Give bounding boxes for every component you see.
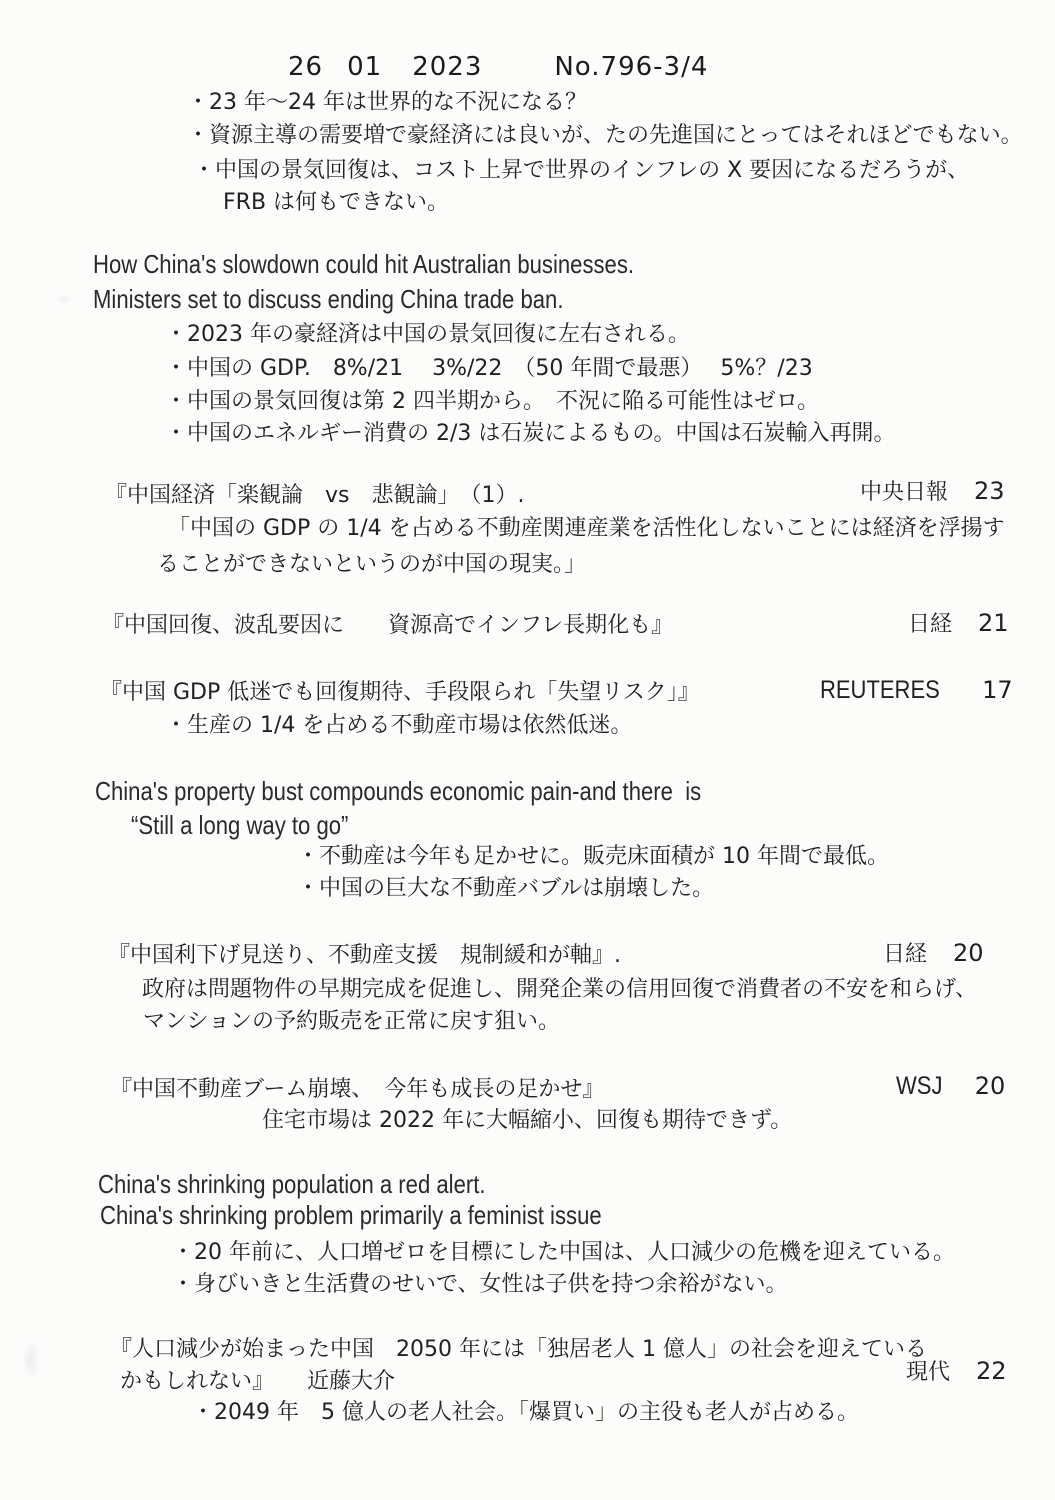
headline-population-1: China's shrinking population a red alert.: [98, 1169, 486, 1199]
source-name: 日経: [908, 612, 953, 637]
intro-bullet-3: ・中国の景気回復は、コスト上昇で世界のインフレの X 要因になるだろうが、: [193, 158, 970, 183]
source-page: 17: [982, 676, 1013, 704]
doc-number: No.796-3/4: [554, 52, 709, 82]
source-name: WSJ: [896, 1072, 943, 1100]
article-title-gendai-1: 『人口減少が始まった中国 2050 年には「独居老人 1 億人」の社会を迎えている: [110, 1337, 927, 1362]
australia-bullet-2: ・中国の GDP. 8%/21 3%/22 （50 年間で最悪） 5%？/23: [165, 356, 813, 381]
doc-date-day: 26: [288, 52, 324, 82]
australia-bullet-3: ・中国の景気回復は第 2 四半期から。 不況に陥る可能性はゼロ。: [165, 389, 820, 414]
australia-bullet-4: ・中国のエネルギー消費の 2/3 は石炭によるもの。中国は石炭輸入再開。: [165, 421, 896, 446]
source-page: 21: [978, 609, 1009, 637]
article-source-wsj: [896, 1072, 1005, 1101]
headline-population-2: China's shrinking problem primarily a feminist issue: [100, 1200, 602, 1230]
property-bullet-2: ・中国の巨大な不動産バブルは崩壊した。: [297, 876, 715, 901]
population-bullet-2: ・身びいきと生活費のせいで、女性は子供を持つ余裕がない。: [172, 1272, 788, 1297]
article-source-gendai: [906, 1358, 1007, 1386]
article-source-nikkei21: [908, 610, 1009, 638]
headline-property-1: China's property bust compounds economic pain-and there is: [95, 776, 702, 806]
intro-continuation: FRB は何もできない。: [223, 190, 450, 215]
article-nikkei20-body-2: マンションの予約販売を正常に戻す狙い。: [143, 1009, 561, 1034]
article-title-nikkei21: 『中国回復、波乱要因に 資源高でインフレ長期化も』: [102, 613, 674, 638]
article-gendai-bullet: ・2049 年 5 億人の老人社会。「爆買い」の主役も老人が占める。: [192, 1400, 859, 1425]
property-bullet-1: ・不動産は今年も足かせに。販売床面積が 10 年間で最低。: [297, 844, 889, 869]
source-name: 日経: [883, 942, 928, 967]
doc-header: [288, 53, 708, 83]
headline-property-2: “Still a long way to go”: [131, 810, 349, 840]
article-chuo-quote-2: ることができないというのが中国の現実。」: [157, 552, 587, 577]
article-source-nikkei20: [883, 940, 984, 968]
headline-australia-2: Ministers set to discuss ending China trade ban.: [93, 284, 564, 314]
article-title-wsj: 『中国不動産ブーム崩壊、 今年も成長の足かせ』: [110, 1077, 605, 1102]
doc-date-year: 2023: [412, 52, 483, 82]
article-chuo-quote-1: 「中国の GDP の 1/4 を占める不動産関連産業を活性化しないことには経済を浮揚す: [168, 516, 1005, 541]
source-page: 20: [953, 939, 984, 967]
article-wsj-body: 住宅市場は 2022 年に大幅縮小、回復も期待できず。: [262, 1108, 793, 1133]
article-reuters-bullet: ・生産の 1/4 を占める不動産市場は依然低迷。: [165, 713, 633, 738]
article-source-chuo: [860, 478, 1005, 506]
australia-bullet-1: ・2023 年の豪経済は中国の景気回復に左右される。: [165, 322, 690, 347]
intro-bullet-2: ・資源主導の需要増で豪経済には良いが、たの先進国にとってはそれほどでもない。: [187, 123, 1023, 148]
source-name: 現代: [906, 1360, 951, 1385]
source-page: 20: [974, 1072, 1006, 1100]
article-nikkei20-body-1: 政府は問題物件の早期完成を促進し、開発企業の信用回復で消費者の不安を和らげ、: [142, 977, 978, 1002]
population-bullet-1: ・20 年前に、人口増ゼロを目標にした中国は、人口減少の危機を迎えている。: [172, 1240, 955, 1265]
headline-australia-1: How China's slowdown could hit Australian businesses.: [93, 249, 635, 279]
article-title-reuters: 『中国 GDP 低迷でも回復期待、手段限られ「失望リスク」』: [100, 680, 700, 705]
doc-date-month: 01: [347, 52, 383, 82]
article-title-gendai-2: かもしれない』 近藤大介: [120, 1369, 396, 1394]
source-page: 23: [974, 477, 1005, 505]
article-source-reuters: [820, 676, 1013, 705]
article-title-nikkei20: 『中国利下げ見送り、不動産支援 規制緩和が軸』.: [108, 943, 621, 968]
source-page: 22: [976, 1357, 1007, 1385]
article-title-chuo: 『中国経済「楽観論 vs 悲観論」 （1）.: [105, 483, 525, 508]
source-name: 中央日報: [860, 480, 949, 505]
source-name: REUTERES: [820, 676, 940, 704]
intro-bullet-1: ・23 年～24 年は世界的な不況になる？: [187, 90, 587, 115]
